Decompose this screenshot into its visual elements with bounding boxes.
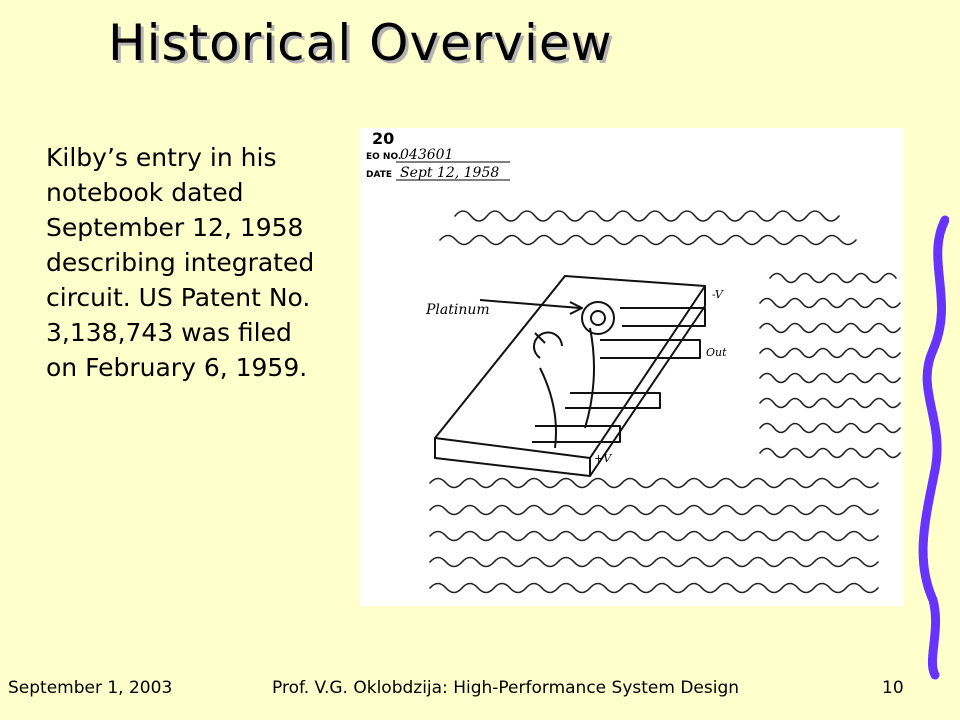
sketch-label-minus-v: -V (712, 288, 723, 301)
footer-author: Prof. V.G. Oklobdzija: High-Performance System Design (272, 678, 740, 698)
slide-title: Historical Overview (108, 14, 613, 72)
notebook-page-number: 20 (372, 129, 395, 148)
slide-body-text: Kilby’s entry in his notebook dated September 12, 1958 describing integrated circuit. US Patent No. 3,138,743 was filed on February 6, 1959. (46, 143, 315, 382)
notebook-eo-label: EO NO. (366, 152, 402, 162)
notebook-eo-value: 043601 (400, 147, 454, 163)
decorative-squiggle (905, 200, 949, 684)
footer-page-number: 10 (882, 678, 904, 698)
kilby-notebook-image (360, 128, 904, 606)
notebook-date-label: DATE (366, 170, 393, 180)
sketch-label-out: Out (706, 346, 727, 359)
footer-date: September 1, 2003 (8, 678, 173, 698)
notebook-date-value: Sept 12, 1958 (400, 165, 500, 181)
sketch-label-platinum: Platinum (426, 302, 490, 318)
sketch-label-plus-v: +V (594, 452, 612, 465)
